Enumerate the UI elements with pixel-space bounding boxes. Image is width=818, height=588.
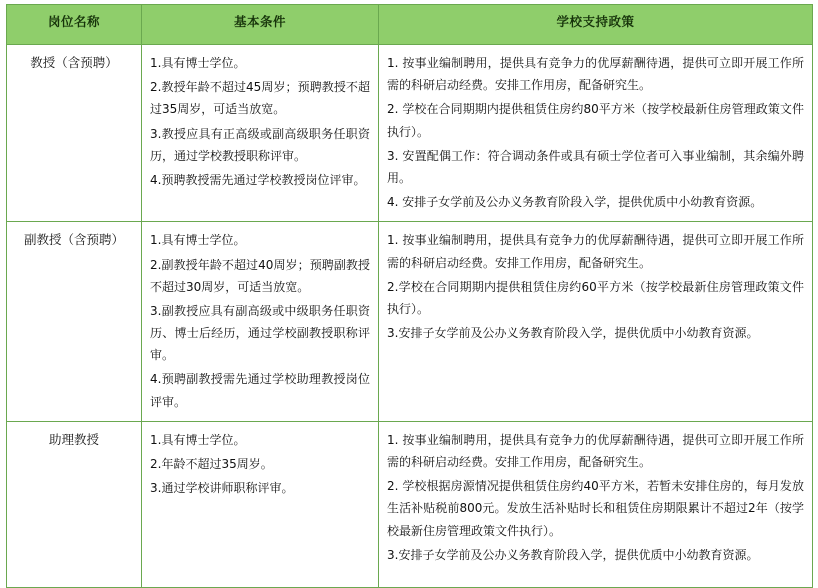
policy-item: 3.安排子女学前及公办义务教育阶段入学，提供优质中小幼教育资源。 (387, 547, 759, 562)
cell-policy-associate-professor (379, 222, 813, 422)
cell-basic-conditions-professor (142, 45, 379, 222)
cell-policy-assistant-professor (379, 421, 813, 587)
cell-position-associate-professor: 副教授（含预聘） (7, 222, 142, 422)
policy-item: 3. 安置配偶工作：符合调动条件或具有硕士学位者可入事业编制，其余编外聘用。 (387, 148, 804, 185)
cell-position-assistant-professor: 助理教授 (7, 421, 142, 587)
basic-condition-item: 3.教授应具有正高级或副高级职务任职资历，通过学校教授职称评审。 (150, 126, 370, 163)
column-header-school-support-policy: 学校支持政策 (379, 5, 813, 45)
table-header-row (7, 5, 813, 45)
policy-item: 1. 按事业编制聘用，提供具有竞争力的优厚薪酬待遇，提供可立即开展工作所需的科研启动经费。安排工作用房，配备研究生。 (387, 432, 804, 469)
basic-condition-item: 1.具有博士学位。 (150, 432, 246, 447)
column-header-basic-conditions: 基本条件 (142, 5, 379, 45)
policy-item: 2. 学校在合同期期内提供租赁住房约80平方米（按学校最新住房管理政策文件执行）。 (387, 102, 804, 139)
cell-policy-professor (379, 45, 813, 222)
policy-item: 1. 按事业编制聘用，提供具有竞争力的优厚薪酬待遇，提供可立即开展工作所需的科研启动经费。安排工作用房，配备研究生。 (387, 56, 804, 93)
basic-condition-item: 2.教授年龄不超过45周岁；预聘教授不超过35周岁，可适当放宽。 (150, 80, 370, 117)
basic-condition-item: 1.具有博士学位。 (150, 56, 246, 70)
policy-item: 3.安排子女学前及公办义务教育阶段入学，提供优质中小幼教育资源。 (387, 326, 759, 341)
table-row (7, 222, 813, 422)
basic-condition-item: 4.预聘副教授需先通过学校助理教授岗位评审。 (150, 372, 370, 409)
table-row (7, 421, 813, 587)
job-requirements-table (6, 4, 813, 588)
basic-condition-item: 1.具有博士学位。 (150, 233, 246, 248)
basic-condition-item: 4.预聘教授需先通过学校教授岗位评审。 (150, 172, 366, 187)
basic-condition-item: 2.副教授年龄不超过40周岁；预聘副教授不超过30周岁，可适当放宽。 (150, 257, 370, 294)
basic-condition-item: 3.通过学校讲师职称评审。 (150, 481, 294, 496)
table-row (7, 45, 813, 222)
policy-item: 4. 安排子女学前及公办义务教育阶段入学，提供优质中小幼教育资源。 (387, 195, 763, 210)
cell-position-professor: 教授（含预聘） (7, 45, 142, 222)
basic-condition-item: 2.年龄不超过35周岁。 (150, 457, 273, 471)
table-header (7, 5, 813, 45)
table-body (7, 45, 813, 588)
column-header-position: 岗位名称 (7, 5, 142, 45)
basic-condition-item: 3.副教授应具有副高级或中级职务任职资历、博士后经历，通过学校副教授职称评审。 (150, 303, 370, 363)
cell-basic-conditions-assistant-professor (142, 421, 379, 587)
cell-basic-conditions-associate-professor (142, 222, 379, 422)
policy-item: 1. 按事业编制聘用，提供具有竞争力的优厚薪酬待遇，提供可立即开展工作所需的科研启动经费。安排工作用房，配备研究生。 (387, 233, 804, 270)
policy-item: 2.学校在合同期期内提供租赁住房约60平方米（按学校最新住房管理政策文件执行）。 (387, 279, 804, 316)
policy-item: 2. 学校根据房源情况提供租赁住房约40平方米，若暂未安排住房的，每月发放生活补贴税前800元。发放生活补贴时长和租赁住房期限累计不超过2年（按学校最新住房管理政策文件执行）。 (387, 479, 804, 538)
